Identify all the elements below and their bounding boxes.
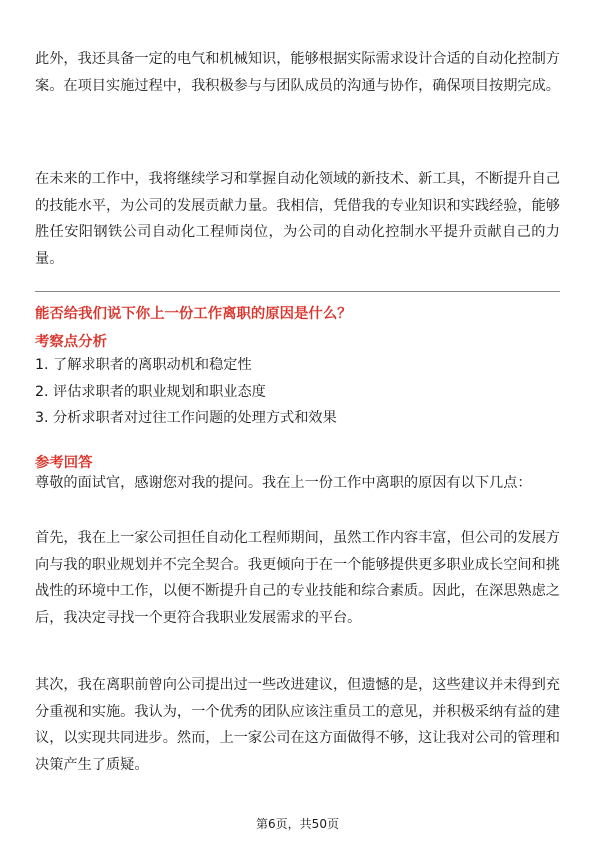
answer-heading: 参考回答 — [35, 455, 93, 471]
section-divider — [35, 291, 560, 292]
continuation-paragraph-2: 在未来的工作中，我将继续学习和掌握自动化领域的新技术、新工具，不断提升自己的技能水平，为公司的发展贡献力量。我相信，凭借我的专业知识和实践经验，能够胜任安阳钢铁公司自动化工程师岗位，为公司的自动化控制水平提升贡献自己的力量。 — [35, 171, 560, 267]
analysis-list — [35, 352, 337, 432]
answer-paragraph-1: 首先，我在上一家公司担任自动化工程师期间，虽然工作内容丰富，但公司的发展方向与我的职业规划并不完全契合。我更倾向于在一个能够提供更多职业成长空间和挑战性的环境中工作，以便不断提升自己的专业技能和综合素质。因此，在深思熟虑之后，我决定寻找一个更符合我职业发展需求的平台。 — [35, 530, 560, 626]
question-title: 能否给我们说下你上一份工作离职的原因是什么？ — [35, 306, 352, 322]
answer-paragraph-2: 其次，我在离职前曾向公司提出过一些改进建议，但遗憾的是，这些建议并未得到充分重视和实施。我认为，一个优秀的团队应该注重员工的意见，并积极采纳有益的建议，以实现共同进步。然而，上一家公司在这方面做得不够，这让我对公司的管理和决策产生了质疑。 — [35, 677, 560, 773]
analysis-item: 2. 评估求职者的职业规划和职业态度 — [35, 383, 266, 400]
analysis-heading: 考察点分析 — [35, 334, 107, 350]
analysis-item: 1. 了解求职者的离职动机和稳定性 — [35, 357, 252, 373]
document-page — [35, 0, 560, 842]
continuation-paragraph-1: 此外，我还具备一定的电气和机械知识，能够根据实际需求设计合适的自动化控制方案。在项目实施过程中，我积极参与与团队成员的沟通与协作，确保项目按期完成。 — [35, 51, 560, 94]
answer-intro: 尊敬的面试官，感谢您对我的提问。我在上一份工作中离职的原因有以下几点： — [35, 475, 532, 491]
page-footer: 第6页，共50页 — [256, 817, 339, 831]
analysis-item: 3. 分析求职者对过往工作问题的处理方式和效果 — [35, 410, 337, 426]
